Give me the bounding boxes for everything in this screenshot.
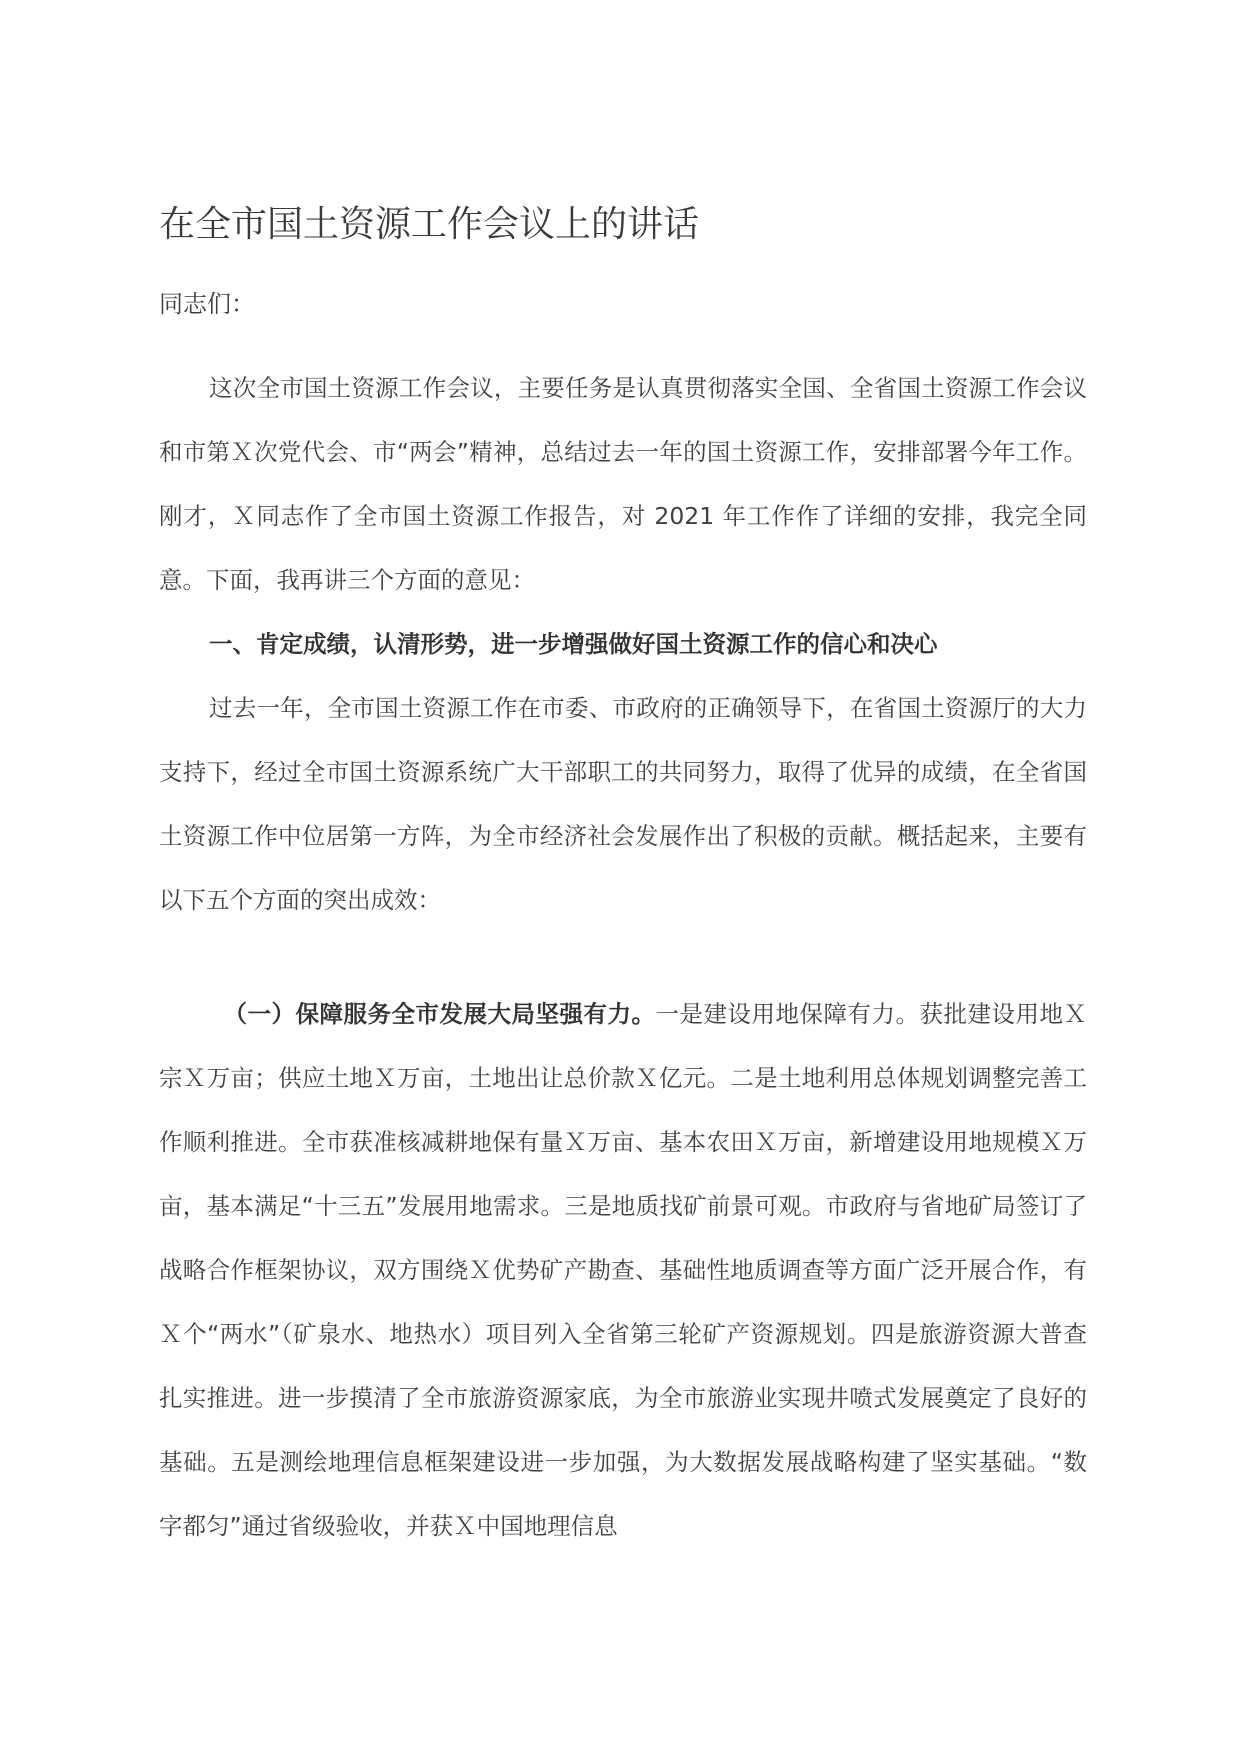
paragraph-intro: 这次全市国土资源工作会议，主要任务是认真贯彻落实全国、全省国土资源工作会议和市第Ｘ次党代会、市“两会”精神，总结过去一年的国土资源工作，安排部署今年工作。刚才，Ｘ同志作了全市国土资源工作报告，对 2021 年工作作了详细的安排，我完全同意。下面，我再讲三个方面的意见：: [159, 374, 1087, 594]
paragraph-achievements-summary: 过去一年，全市国土资源工作在市委、市政府的正确领导下，在省国土资源厅的大力支持下，经过全市国土资源系统广大干部职工的共同努力，取得了优异的成绩，在全省国土资源工作中位居第一方阵，为全市经济社会发展作出了积极的贡献。概括起来，主要有以下五个方面的突出成效：: [159, 694, 1087, 914]
paragraph-lead-heading: （一）保障服务全市发展大局坚强有力。: [223, 1000, 656, 1028]
paragraph-body-text: 一是建设用地保障有力。获批建设用地Ｘ宗Ｘ万亩；供应土地Ｘ万亩，土地出让总价款Ｘ亿元。二是土地利用总体规划调整完善工作顺利推进。全市获准核减耕地保有量Ｘ万亩、基本农田Ｘ万亩，新增建设用地规模Ｘ万亩，基本满足“十三五”发展用地需求。三是地质找矿前景可观。市政府与省地矿局签订了战略合作框架协议，双方围绕Ｘ优势矿产勘查、基础性地质调查等方面广泛开展合作，有Ｘ个“两水”（矿泉水、地热水）项目列入全省第三轮矿产资源规划。四是旅游资源大普查扎实推进。进一步摸清了全市旅游资源家底，为全市旅游业实现井喷式发展奠定了良好的基础。五是测绘地理信息框架建设进一步加强，为大数据发展战略构建了坚实基础。“数字都匀”通过省级验收，并获Ｘ中国地理信息: [159, 1000, 1087, 1540]
salutation: 同志们：: [159, 290, 255, 318]
section-heading-1: 一、肯定成绩，认清形势，进一步增强做好国土资源工作的信心和决心: [209, 630, 938, 658]
document-body: [159, 196, 1087, 1540]
document-title: 在全市国土资源工作会议上的讲话: [159, 204, 700, 245]
paragraph-achievement-1: [159, 982, 1087, 1558]
